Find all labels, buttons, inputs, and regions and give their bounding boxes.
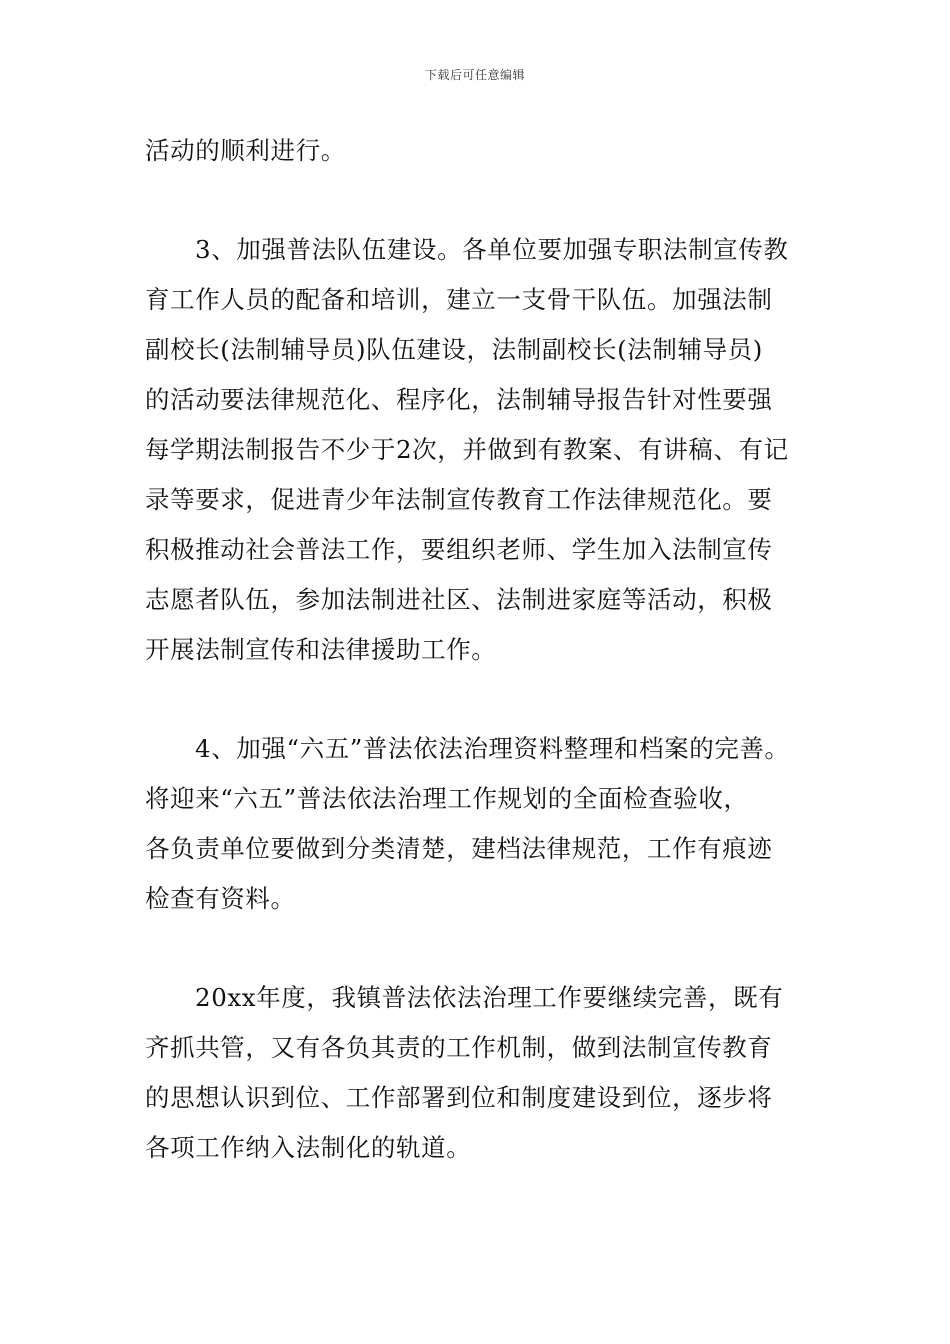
text-line: 20xx年度，我镇普法依法治理工作要继续完善，既有 bbox=[195, 983, 784, 1012]
text-line: 将迎来“六五”普法依法治理工作规划的全面检查验收， bbox=[145, 784, 749, 813]
text-line: 活动的顺利进行。 bbox=[145, 136, 346, 165]
text-line: 的思想认识到位、工作部署到位和制度建设到位，逐步将 bbox=[145, 1083, 773, 1112]
text-line: 副校长(法制辅导员)队伍建设，法制副校长(法制辅导员) bbox=[145, 335, 763, 364]
text-line: 4、加强“六五”普法依法治理资料整理和档案的完善。 bbox=[195, 734, 790, 763]
text-line: 开展法制宣传和法律援助工作。 bbox=[145, 635, 497, 664]
text-line: 育工作人员的配备和培训，建立一支骨干队伍。加强法制 bbox=[145, 285, 773, 314]
paragraph-gap bbox=[145, 924, 825, 973]
paragraph-gap bbox=[145, 176, 825, 225]
paragraph-continuation bbox=[145, 126, 825, 176]
paragraph-summary bbox=[145, 973, 825, 1173]
text-line: 录等要求，促进青少年法制宣传教育工作法律规范化。要 bbox=[145, 485, 773, 514]
text-line: 的活动要法律规范化、程序化，法制辅导报告针对性要强 bbox=[145, 385, 773, 414]
text-line: 各负责单位要做到分类清楚，建档法律规范，工作有痕迹 bbox=[145, 834, 773, 863]
text-line: 积极推动社会普法工作，要组织老师、学生加入法制宣传 bbox=[145, 535, 773, 564]
page-header-note: 下载后可任意编辑 bbox=[424, 68, 525, 82]
text-line: 3、加强普法队伍建设。各单位要加强专职法制宣传教 bbox=[195, 235, 789, 264]
paragraph-4 bbox=[145, 724, 825, 924]
paragraph-3 bbox=[145, 225, 825, 675]
text-line: 齐抓共管，又有各负其责的工作机制，做到法制宣传教育 bbox=[145, 1033, 773, 1062]
paragraph-gap bbox=[145, 675, 825, 724]
text-line: 志愿者队伍，参加法制进社区、法制进家庭等活动，积极 bbox=[145, 585, 773, 614]
text-line: 各项工作纳入法制化的轨道。 bbox=[145, 1133, 472, 1162]
document-body bbox=[145, 126, 825, 1173]
text-line: 检查有资料。 bbox=[145, 884, 296, 913]
text-line: 每学期法制报告不少于2次，并做到有教案、有讲稿、有记 bbox=[145, 435, 789, 464]
